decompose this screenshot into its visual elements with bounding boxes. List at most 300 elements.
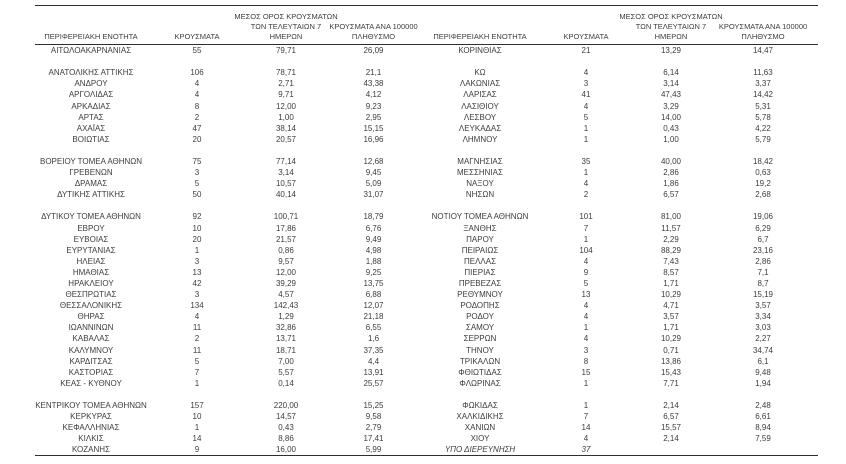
per100k-cell-right: 3,57 — [755, 301, 771, 311]
avg7-cell-right: 40,00 — [660, 156, 682, 166]
avg7-cell-right — [634, 56, 708, 67]
avg7-cell-right — [634, 444, 708, 456]
avg7-cell-left: 10,57 — [275, 179, 297, 189]
cases-cell-right: 4 — [583, 68, 589, 78]
cases-cell-left: 106 — [190, 68, 204, 78]
avg7-cell-right: 15,57 — [660, 423, 682, 433]
table-row — [35, 378, 818, 389]
per100k-cell-left: 1,88 — [365, 256, 382, 266]
region-cell-left: ΚΕΡΚΥΡΑΣ — [70, 412, 112, 422]
region-cell-right: ΦΩΚΙΔΑΣ — [462, 401, 498, 411]
cases-cell-right — [538, 200, 634, 211]
table-row — [35, 45, 818, 57]
per100k-cell-left: 6,88 — [365, 290, 382, 300]
cases-cell-right: 1 — [583, 168, 589, 178]
header-region-left-label: ΠΕΡΙΦΕΡΕΙΑΚΗ ΕΝΟΤΗΤΑ — [44, 32, 138, 41]
header-avg7-right — [619, 6, 723, 45]
table-row — [35, 123, 818, 134]
cases-cell-left: 5 — [194, 179, 200, 189]
avg7-cell-right: 0,71 — [663, 345, 679, 355]
avg7-cell-right — [634, 389, 708, 400]
table-row — [35, 422, 818, 433]
avg7-cell-left: 13,71 — [275, 334, 297, 344]
header-avg7-right-line2: ΤΩΝ ΤΕΛΕΥΤΑΙΩΝ 7 — [635, 22, 707, 31]
spacer-row — [35, 389, 818, 400]
per100k-cell-left: 13,91 — [363, 367, 384, 377]
per100k-cell-right: 4,22 — [755, 123, 771, 133]
cases-cell-right: 4 — [583, 301, 589, 311]
region-cell-left: ΚΕΝΤΡΙΚΟΥ ΤΟΜΕΑ ΑΘΗΝΩΝ — [35, 401, 147, 411]
cases-cell-left: 2 — [194, 112, 200, 122]
avg7-cell-right: 2,86 — [663, 168, 679, 178]
cases-cell-left: 20 — [192, 234, 202, 244]
avg7-cell-left: 18,71 — [275, 345, 297, 355]
region-cell-right: ΣΕΡΡΩΝ — [463, 334, 497, 344]
table-body — [35, 45, 818, 456]
per100k-cell-right: 8,7 — [757, 279, 769, 289]
avg7-cell-right: 15,43 — [660, 367, 682, 377]
cases-cell-right: 13 — [581, 290, 591, 300]
cases-cell-left: 5 — [194, 356, 200, 366]
region-cell-right: ΦΘΙΩΤΙΔΑΣ — [458, 367, 502, 377]
cases-cell-left: 134 — [190, 301, 204, 311]
per100k-cell-right: 9,48 — [755, 367, 771, 377]
region-cell-right: ΚΟΡΙΝΘΙΑΣ — [458, 46, 502, 56]
cases-cell-left: 3 — [194, 256, 200, 266]
avg7-cell-right — [634, 200, 708, 211]
table-row — [35, 167, 818, 178]
per100k-cell-right: 3,34 — [755, 312, 771, 322]
avg7-cell-left: 9,71 — [278, 90, 294, 100]
cases-cell-right: 5 — [583, 112, 589, 122]
header-per100k-right — [708, 6, 818, 45]
per100k-cell-right: 2,86 — [755, 256, 771, 266]
per100k-cell-left — [325, 56, 422, 67]
avg7-cell-right: 1,86 — [663, 179, 679, 189]
table-row — [35, 67, 818, 78]
avg7-cell-right: 0,43 — [663, 123, 679, 133]
per100k-cell-left: 12,07 — [363, 301, 384, 311]
avg7-cell-right: 1,71 — [663, 279, 679, 289]
region-cell-right: ΡΟΔΟΠΗΣ — [460, 301, 500, 311]
per100k-cell-left: 4,98 — [365, 245, 382, 255]
region-cell-left: ΕΥΡΥΤΑΝΙΑΣ — [66, 245, 116, 255]
cases-cell-right: 1 — [583, 401, 589, 411]
cases-cell-left: 50 — [192, 190, 202, 200]
region-cell-right: ΤΡΙΚΑΛΩΝ — [459, 356, 501, 366]
header-cases-left — [147, 6, 247, 45]
per100k-cell-right: 3,37 — [755, 79, 771, 89]
per100k-cell-right: 14,47 — [752, 46, 774, 56]
cases-cell-left: 42 — [192, 279, 202, 289]
per100k-cell-right: 1,94 — [755, 378, 771, 388]
header-region-right — [422, 6, 538, 45]
cases-cell-right: 1 — [583, 134, 589, 144]
table-row — [35, 189, 818, 200]
region-cell-right: ΝΗΣΩΝ — [465, 190, 495, 200]
table-row — [35, 311, 818, 322]
avg7-cell-right: 2,14 — [663, 401, 679, 411]
avg7-cell-left: 40,14 — [275, 190, 297, 200]
region-cell-right: ΠΕΛΛΑΣ — [463, 256, 497, 266]
cases-cell-right: 3 — [583, 79, 589, 89]
avg7-cell-right: 13,29 — [660, 46, 682, 56]
region-cell-left: ΚΑΒΑΛΑΣ — [72, 334, 110, 344]
cases-cell-right: 4 — [583, 101, 589, 111]
per100k-cell-right — [708, 56, 818, 67]
cases-cell-left: 2 — [194, 334, 200, 344]
table-row — [35, 134, 818, 145]
region-cell-left: ΗΡΑΚΛΕΙΟΥ — [68, 279, 114, 289]
per100k-cell-left: 9,23 — [365, 101, 382, 111]
cases-cell-right: 4 — [583, 434, 589, 444]
region-cell-right: ΦΛΩΡΙΝΑΣ — [459, 378, 501, 388]
spacer-row — [35, 200, 818, 211]
table-row — [35, 78, 818, 89]
per100k-cell-right: 34,74 — [752, 345, 774, 355]
cases-cell-right: 4 — [583, 312, 589, 322]
avg7-cell-left: 7,00 — [278, 356, 294, 366]
avg7-cell-left: 0,86 — [278, 245, 294, 255]
per100k-cell-right: 2,48 — [755, 401, 771, 411]
cases-cell-left: 10 — [192, 223, 202, 233]
cases-cell-left: 157 — [190, 401, 204, 411]
cases-cell-right: 7 — [583, 223, 589, 233]
avg7-cell-right: 2,29 — [663, 234, 679, 244]
avg7-cell-left: 20,57 — [275, 134, 297, 144]
avg7-cell-right: 10,29 — [660, 334, 682, 344]
region-cell-left: ΑΝΑΤΟΛΙΚΗΣ ΑΤΤΙΚΗΣ — [48, 68, 134, 78]
per100k-cell-left: 6,76 — [365, 223, 382, 233]
table-row — [35, 156, 818, 167]
per100k-cell-left: 5,99 — [325, 444, 422, 456]
table-row — [35, 278, 818, 289]
cases-cell-right: 1 — [583, 123, 589, 133]
region-cell-right: ΠΡΕΒΕΖΑΣ — [458, 279, 502, 289]
per100k-cell-right: 0,63 — [755, 168, 771, 178]
region-cell-left: ΚΕΦΑΛΛΗΝΙΑΣ — [62, 423, 120, 433]
region-cell-right: ΧΙΟΥ — [470, 434, 490, 444]
cases-cell-right: 104 — [579, 245, 593, 255]
region-cell-left: ΗΛΕΙΑΣ — [76, 256, 106, 266]
cases-cell-left: 7 — [194, 367, 200, 377]
cases-cell-right: 41 — [581, 90, 591, 100]
per100k-cell-right: 19,06 — [752, 212, 774, 222]
cases-cell-left: 11 — [192, 345, 202, 355]
avg7-cell-right: 8,57 — [663, 267, 679, 277]
cases-cell-right: 37 — [538, 444, 634, 456]
region-cell-right: ΠΑΡΟΥ — [466, 234, 494, 244]
avg7-cell-right: 13,86 — [660, 356, 682, 366]
per100k-cell-left: 16,96 — [363, 134, 384, 144]
avg7-cell-right: 2,14 — [663, 434, 679, 444]
cases-cell-left: 3 — [194, 168, 200, 178]
avg7-cell-left: 32,86 — [275, 323, 297, 333]
per100k-cell-left: 31,07 — [363, 190, 384, 200]
cases-cell-right — [538, 56, 634, 67]
avg7-cell-right — [634, 145, 708, 156]
region-cell-left: ΑΝΔΡΟΥ — [74, 79, 108, 89]
region-cell-right: ΞΑΝΘΗΣ — [463, 223, 497, 233]
per100k-cell-left: 9,49 — [365, 234, 382, 244]
avg7-cell-left: 220,00 — [273, 401, 299, 411]
cases-cell-left: 55 — [192, 46, 202, 56]
per100k-cell-right: 5,79 — [755, 134, 771, 144]
per100k-cell-left: 26,09 — [363, 46, 384, 56]
region-cell-right: ΚΩ — [474, 68, 486, 78]
per100k-cell-left: 4,4 — [367, 356, 380, 366]
avg7-cell-left: 0,43 — [278, 423, 294, 433]
region-cell-right: ΧΑΛΚΙΔΙΚΗΣ — [456, 412, 504, 422]
avg7-cell-right: 88,29 — [660, 245, 682, 255]
per100k-cell-right: 23,16 — [752, 245, 774, 255]
region-cell-left: ΚΑΛΥΜΝΟΥ — [68, 345, 114, 355]
region-cell-left: ΔΥΤΙΚΗΣ ΑΤΤΙΚΗΣ — [57, 190, 125, 200]
avg7-cell-right: 6,57 — [663, 190, 679, 200]
per100k-cell-right: 2,27 — [755, 334, 771, 344]
avg7-cell-left: 21,57 — [275, 234, 297, 244]
cases-cell-left: 11 — [192, 323, 202, 333]
per100k-cell-left: 5,09 — [365, 179, 382, 189]
avg7-cell-right: 10,29 — [660, 290, 682, 300]
header-cases-left-label: ΚΡΟΥΣΜΑΤΑ — [174, 32, 220, 41]
per100k-cell-left: 37,35 — [363, 345, 384, 355]
avg7-cell-left: 0,14 — [278, 378, 294, 388]
per100k-cell-left: 15,25 — [363, 401, 384, 411]
avg7-cell-left: 5,57 — [278, 367, 294, 377]
avg7-cell-left: 9,57 — [278, 256, 294, 266]
per100k-cell-right — [708, 200, 818, 211]
region-cell-left: ΓΡΕΒΕΝΩΝ — [69, 168, 113, 178]
table-row — [35, 89, 818, 100]
cases-cell-right: 2 — [583, 190, 589, 200]
cases-cell-left: 10 — [192, 412, 202, 422]
per100k-cell-left: 2,95 — [365, 112, 382, 122]
table-row — [35, 267, 818, 278]
table-row — [35, 400, 818, 411]
per100k-cell-left: 43,38 — [363, 79, 384, 89]
region-cell-left: ΑΧΑΪΑΣ — [76, 123, 106, 133]
region-cell-right — [422, 56, 538, 67]
per100k-cell-right: 2,68 — [755, 190, 771, 200]
header-region-right-label: ΠΕΡΙΦΕΡΕΙΑΚΗ ΕΝΟΤΗΤΑ — [433, 32, 527, 41]
table-row — [35, 256, 818, 267]
region-cell-left: ΒΟΙΩΤΙΑΣ — [72, 134, 110, 144]
avg7-cell-right: 1,71 — [663, 323, 679, 333]
avg7-cell-left: 3,14 — [278, 168, 294, 178]
cases-cell-left: 4 — [194, 312, 200, 322]
region-cell-left: ΔΡΑΜΑΣ — [74, 179, 108, 189]
table-row — [35, 112, 818, 123]
cases-cell-left: 20 — [192, 134, 202, 144]
avg7-cell-right: 47,43 — [660, 90, 682, 100]
cases-cell-left: 13 — [192, 267, 202, 277]
per100k-cell-right: 5,78 — [755, 112, 771, 122]
cases-cell-left: 1 — [194, 378, 200, 388]
region-cell-right: ΛΕΣΒΟΥ — [463, 112, 497, 122]
header-per100k-right-line1: ΚΡΟΥΣΜΑΤΑ ΑΝΑ 100000 — [718, 22, 808, 31]
header-row — [35, 6, 818, 45]
cases-cell-right: 101 — [579, 212, 593, 222]
cases-cell-right — [538, 145, 634, 156]
avg7-cell-right: 3,14 — [663, 79, 679, 89]
per100k-cell-left: 4,12 — [365, 90, 382, 100]
cases-cell-left — [147, 200, 247, 211]
header-avg7-right-line3: ΗΜΕΡΩΝ — [654, 32, 688, 41]
cases-cell-right: 15 — [581, 367, 591, 377]
cases-cell-right: 4 — [583, 179, 589, 189]
regional-cases-table-wrap — [35, 5, 818, 456]
per100k-cell-left: 6,55 — [365, 323, 382, 333]
avg7-cell-left — [247, 145, 325, 156]
per100k-cell-left: 12,68 — [363, 156, 384, 166]
region-cell-right: ΡΟΔΟΥ — [466, 312, 494, 322]
region-cell-left — [35, 389, 147, 400]
table-row — [35, 223, 818, 234]
avg7-cell-left: 79,71 — [275, 46, 297, 56]
avg7-cell-right: 3,57 — [663, 312, 679, 322]
per100k-cell-right: 5,31 — [755, 101, 771, 111]
avg7-cell-left — [247, 200, 325, 211]
cases-cell-right: 35 — [581, 156, 591, 166]
per100k-cell-left: 21,18 — [363, 312, 384, 322]
header-avg7-left-line1: ΜΕΣΟΣ ΟΡΟΣ ΚΡΟΥΣΜΑΤΩΝ — [234, 12, 338, 21]
table-row — [35, 100, 818, 111]
header-per100k-left — [325, 6, 422, 45]
table-row — [35, 211, 818, 222]
region-cell-left: ΚΟΖΑΝΗΣ — [35, 444, 147, 456]
cases-cell-right: 3 — [583, 345, 589, 355]
region-cell-right: ΥΠΟ ΔΙΕΡΕΥΝΗΣΗ — [422, 444, 538, 456]
per100k-cell-right: 6,7 — [757, 234, 769, 244]
table-row — [35, 444, 818, 456]
header-per100k-left-line1: ΚΡΟΥΣΜΑΤΑ ΑΝΑ 100000 — [329, 22, 418, 31]
region-cell-left: ΚΕΑΣ - ΚΥΘΝΟΥ — [60, 378, 122, 388]
region-cell-right — [422, 200, 538, 211]
cases-cell-left — [147, 145, 247, 156]
region-cell-right — [422, 145, 538, 156]
cases-cell-left — [147, 56, 247, 67]
per100k-cell-left: 21,1 — [365, 68, 382, 78]
region-cell-right: ΠΙΕΡΙΑΣ — [464, 267, 496, 277]
region-cell-right: ΡΕΘΥΜΝΟΥ — [457, 290, 503, 300]
table-row — [35, 322, 818, 333]
per100k-cell-left: 9,45 — [365, 168, 382, 178]
per100k-cell-right: 11,63 — [753, 68, 773, 78]
table-row — [35, 356, 818, 367]
header-cases-right-label: ΚΡΟΥΣΜΑΤΑ — [563, 32, 609, 41]
region-cell-right: ΧΑΝΙΩΝ — [464, 423, 496, 433]
avg7-cell-left: 4,57 — [278, 290, 294, 300]
per100k-cell-left: 2,79 — [365, 423, 382, 433]
region-cell-left: ΑΙΤΩΛΟΑΚΑΡΝΑΝΙΑΣ — [50, 46, 132, 56]
per100k-cell-right: 19,2 — [755, 179, 771, 189]
region-cell-right: ΝΑΞΟΥ — [466, 179, 494, 189]
header-avg7-left-line2: ΤΩΝ ΤΕΛΕΥΤΑΙΩΝ 7 — [250, 22, 322, 31]
cases-cell-right: 7 — [583, 412, 589, 422]
cases-cell-right: 1 — [583, 323, 589, 333]
region-cell-left: ΘΗΡΑΣ — [77, 312, 105, 322]
per100k-cell-right: 3,03 — [755, 323, 771, 333]
table-row — [35, 333, 818, 344]
header-per100k-left-line2: ΠΛΗΘΥΣΜΟ — [351, 32, 396, 41]
avg7-cell-left: 12,00 — [275, 267, 297, 277]
table-header — [35, 6, 818, 45]
cases-cell-left: 3 — [194, 290, 200, 300]
avg7-cell-left: 39,29 — [275, 279, 297, 289]
cases-cell-right: 5 — [583, 279, 589, 289]
per100k-cell-right: 14,42 — [752, 90, 774, 100]
per100k-cell-left: 9,25 — [365, 267, 382, 277]
per100k-cell-right — [708, 444, 818, 456]
avg7-cell-left: 1,00 — [278, 112, 294, 122]
avg7-cell-left: 78,71 — [275, 68, 297, 78]
region-cell-left: ΔΥΤΙΚΟΥ ΤΟΜΕΑ ΑΘΗΝΩΝ — [41, 212, 141, 222]
per100k-cell-right — [708, 389, 818, 400]
per100k-cell-right: 7,1 — [757, 267, 769, 277]
avg7-cell-left — [247, 389, 325, 400]
per100k-cell-right: 18,42 — [752, 156, 774, 166]
per100k-cell-right: 8,94 — [755, 423, 771, 433]
per100k-cell-left: 1,6 — [367, 334, 380, 344]
avg7-cell-left: 100,71 — [273, 212, 299, 222]
region-cell-right: ΣΑΜΟΥ — [465, 323, 495, 333]
avg7-cell-left: 16,00 — [247, 444, 325, 456]
region-cell-right: ΜΕΣΣΗΝΙΑΣ — [457, 168, 503, 178]
region-cell-right: ΛΕΥΚΑΔΑΣ — [458, 123, 502, 133]
avg7-cell-left: 2,71 — [278, 79, 294, 89]
per100k-cell-right: 6,61 — [755, 412, 771, 422]
cases-cell-left: 1 — [194, 423, 200, 433]
region-cell-right: ΛΑΚΩΝΙΑΣ — [459, 79, 501, 89]
avg7-cell-right: 81,00 — [660, 212, 682, 222]
avg7-cell-left: 8,86 — [278, 434, 294, 444]
cases-cell-right — [538, 389, 634, 400]
region-cell-left: ΚΑΣΤΟΡΙΑΣ — [68, 367, 114, 377]
table-row — [35, 234, 818, 245]
header-region-left — [35, 6, 147, 45]
cases-cell-right: 9 — [583, 267, 589, 277]
per100k-cell-right: 6,29 — [755, 223, 771, 233]
avg7-cell-right: 1,00 — [663, 134, 679, 144]
avg7-cell-left: 12,00 — [275, 101, 297, 111]
region-cell-left — [35, 145, 147, 156]
table-row — [35, 300, 818, 311]
per100k-cell-left: 15,15 — [363, 123, 384, 133]
cases-cell-right: 4 — [583, 256, 589, 266]
avg7-cell-left: 14,57 — [275, 412, 297, 422]
cases-cell-right: 1 — [583, 234, 589, 244]
per100k-cell-right: 15,19 — [752, 290, 774, 300]
per100k-cell-left: 13,75 — [363, 279, 384, 289]
per100k-cell-right: 7,59 — [755, 434, 771, 444]
region-cell-right: ΜΑΓΝΗΣΙΑΣ — [457, 156, 503, 166]
cases-cell-right: 8 — [583, 356, 589, 366]
region-cell-left: ΘΕΣΣΑΛΟΝΙΚΗΣ — [59, 301, 123, 311]
per100k-cell-left: 9,58 — [365, 412, 382, 422]
region-cell-right: ΛΑΣΙΘΙΟΥ — [461, 101, 499, 111]
spacer-row — [35, 56, 818, 67]
table-row — [35, 433, 818, 444]
per100k-cell-right — [708, 145, 818, 156]
avg7-cell-left: 142,43 — [273, 301, 299, 311]
table-row — [35, 367, 818, 378]
region-cell-left: ΕΒΡΟΥ — [77, 223, 105, 233]
per100k-cell-left — [325, 389, 422, 400]
cases-cell-left: 47 — [192, 123, 202, 133]
avg7-cell-right: 11,57 — [661, 223, 681, 233]
avg7-cell-right: 3,29 — [663, 101, 679, 111]
